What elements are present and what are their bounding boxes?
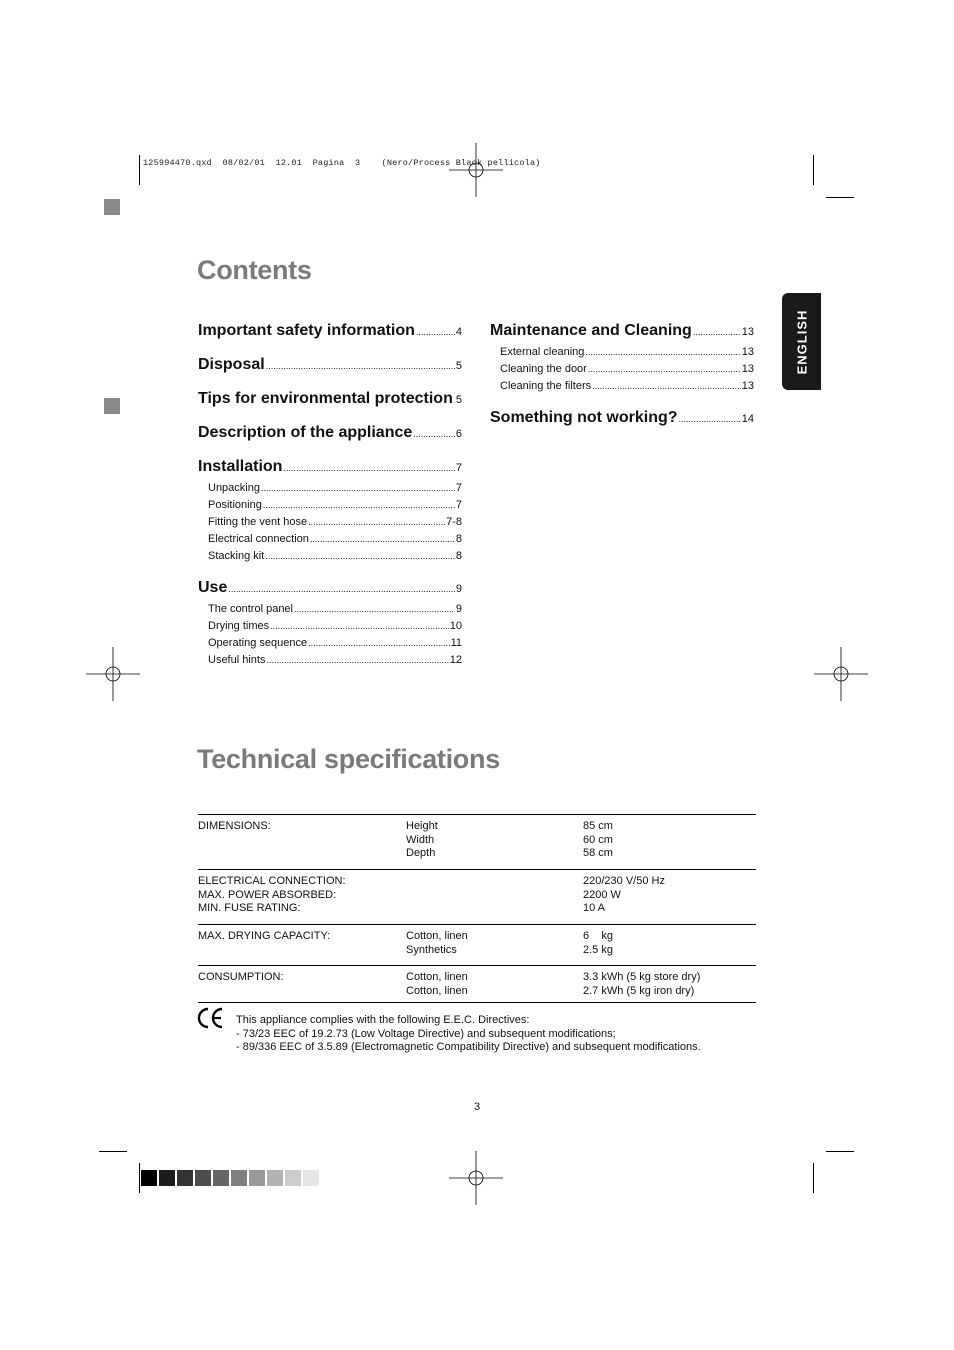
toc-leader-dots [266, 655, 448, 665]
tech-spec-cell [406, 930, 468, 957]
toc-right-column [490, 322, 754, 431]
tech-spec-value: MAX. POWER ABSORBED: [198, 888, 337, 901]
toc-subentry [198, 533, 462, 550]
tech-title: Technical specifications [197, 744, 500, 774]
toc-subentry-page: 11 [450, 637, 462, 649]
toc-leader-dots [283, 463, 454, 473]
tech-spec-value: 60 cm [583, 833, 613, 846]
page-number: 3 [473, 1101, 481, 1113]
toc-subentry [490, 363, 754, 380]
toc-leader-dots [413, 429, 455, 439]
registration-mark-icon [449, 143, 503, 197]
tech-spec-cell [198, 820, 271, 834]
toc-subentry-label: Fitting the vent hose [208, 516, 308, 528]
tech-spec-cell [406, 971, 468, 998]
toc-subentry [198, 620, 462, 637]
tech-spec-cell [583, 930, 613, 957]
toc-subentry-label: Stacking kit [208, 550, 265, 562]
tech-spec-value: 2200 W [583, 888, 621, 901]
registration-mark-icon [449, 1151, 503, 1205]
toc-leader-dots [310, 534, 455, 544]
toc-entry-page: 9 [455, 583, 462, 595]
toc-subentry-label: Electrical connection [208, 533, 309, 545]
toc-subentry-page: 7 [455, 482, 462, 494]
tech-spec-cell [406, 820, 438, 861]
tech-spec-cell [198, 930, 330, 944]
toc-leader-dots [308, 517, 445, 527]
toc-entry-label: Installation [198, 458, 283, 475]
color-swatch [267, 1170, 283, 1186]
toc-entry-page: 7 [455, 462, 462, 474]
toc-leader-dots [592, 381, 741, 391]
color-swatch [213, 1170, 229, 1186]
toc-subentry-label: Cleaning the filters [500, 380, 592, 392]
tech-spec-cell [583, 820, 613, 861]
tech-spec-value: Cotton, linen [406, 984, 468, 997]
tech-spec-value: Width [406, 833, 435, 846]
toc-leader-dots [266, 361, 455, 371]
toc-subentry [198, 654, 462, 671]
toc-subentry [490, 380, 754, 397]
color-calibration-bar [141, 1170, 319, 1186]
toc-subentry-label: The control panel [208, 603, 293, 615]
toc-left-column [198, 322, 462, 671]
toc-subentry-page: 13 [741, 363, 754, 375]
toc-entry [490, 409, 754, 431]
toc-entry-label: Maintenance and Cleaning [490, 322, 692, 339]
tech-spec-value: Cotton, linen [406, 971, 468, 983]
toc-subentry-page: 7-8 [446, 516, 462, 528]
toc-subentry-label: Operating sequence [208, 637, 308, 649]
toc-entry-page: 13 [741, 326, 754, 338]
toc-subentry-page: 8 [455, 533, 462, 545]
toc-entry-label: Important safety information [198, 322, 415, 339]
crop-mark [813, 1163, 814, 1193]
tech-spec-value: 10 A [583, 902, 606, 914]
color-swatch [285, 1170, 301, 1186]
toc-subentry-label: Unpacking [208, 482, 260, 494]
color-swatch [141, 1170, 157, 1186]
tech-spec-value: MAX. DRYING CAPACITY: [198, 930, 331, 942]
tech-spec-value: 2.5 kg [583, 943, 613, 956]
toc-leader-dots [308, 638, 450, 648]
toc-leader-dots [416, 327, 455, 337]
tech-spec-value: Cotton, linen [406, 930, 468, 942]
tech-spec-table [198, 814, 756, 1003]
toc-subentry [198, 550, 462, 567]
color-swatch [303, 1170, 319, 1186]
directive-text [236, 1014, 701, 1055]
gray-marker-square [104, 398, 120, 414]
color-swatch [177, 1170, 193, 1186]
toc-subentry [490, 346, 754, 363]
toc-leader-dots [454, 395, 455, 405]
tech-spec-cell [583, 971, 700, 998]
toc-subentry-label: Positioning [208, 499, 262, 511]
toc-subentry [198, 603, 462, 620]
tech-spec-cell [198, 971, 284, 985]
toc-entry [198, 424, 462, 446]
print-header: 125994470.qxd 08/02/01 12.01 Pagina 3 (Nero/Process Black pellicola) [143, 158, 541, 168]
toc-subentry [198, 499, 462, 516]
toc-leader-dots [265, 551, 455, 561]
directive-line: - 89/336 EEC of 3.5.89 (Electromagnetic Compatibility Directive) and subsequent modifications. [236, 1041, 701, 1053]
toc-leader-dots [679, 414, 741, 424]
tech-spec-value: CONSUMPTION: [198, 971, 284, 983]
toc-leader-dots [270, 621, 449, 631]
toc-subentry-label: Drying times [208, 620, 270, 632]
toc-entry [198, 579, 462, 601]
tech-spec-row [198, 924, 756, 965]
toc-leader-dots [294, 604, 455, 614]
crop-mark [826, 1151, 854, 1152]
toc-entry-page: 4 [455, 326, 462, 338]
toc-entry-label: Use [198, 579, 228, 596]
crop-mark [99, 1151, 127, 1152]
toc-entry-page: 5 [455, 394, 462, 406]
ce-mark-icon [197, 1006, 225, 1030]
toc-entry-page: 14 [741, 413, 754, 425]
gray-marker-square [104, 199, 120, 215]
toc-subentry-page: 10 [449, 620, 462, 632]
toc-entry [198, 356, 462, 378]
directive-line: This appliance complies with the following E.E.C. Directives: [236, 1014, 530, 1026]
crop-mark [813, 155, 814, 185]
registration-mark-icon [86, 647, 140, 701]
toc-leader-dots [263, 500, 455, 510]
color-swatch [195, 1170, 211, 1186]
crop-mark [826, 197, 854, 198]
language-tab-label: ENGLISH [794, 309, 809, 374]
tech-spec-value: 2.7 kWh (5 kg iron dry) [583, 984, 695, 997]
toc-entry-label: Disposal [198, 356, 265, 373]
tech-spec-value: 6 kg [583, 930, 613, 942]
toc-entry-label: Description of the appliance [198, 424, 413, 441]
tech-spec-value: DIMENSIONS: [198, 820, 271, 832]
toc-subentry-page: 7 [455, 499, 462, 511]
directive-line: - 73/23 EEC of 19.2.73 (Low Voltage Directive) and subsequent modifications; [236, 1027, 616, 1040]
color-swatch [159, 1170, 175, 1186]
tech-spec-row [198, 869, 756, 924]
toc-subentry-label: Useful hints [208, 654, 266, 666]
toc-subentry-page: 12 [449, 654, 462, 666]
tech-spec-value: Synthetics [406, 943, 457, 956]
toc-entry-label: Something not working? [490, 409, 678, 426]
toc-entry [198, 390, 462, 412]
tech-spec-cell [583, 875, 665, 916]
toc-leader-dots [693, 327, 741, 337]
tech-spec-value: Height [406, 820, 438, 832]
toc-subentry [198, 637, 462, 654]
contents-title: Contents [197, 255, 312, 285]
toc-subentry [198, 516, 462, 533]
color-swatch [231, 1170, 247, 1186]
tech-spec-value: 58 cm [583, 847, 613, 859]
toc-subentry-page: 13 [741, 346, 754, 358]
toc-subentry-label: Cleaning the door [500, 363, 587, 375]
registration-mark-icon [814, 647, 868, 701]
tech-spec-cell [198, 875, 346, 916]
toc-subentry-page: 8 [455, 550, 462, 562]
tech-spec-row [198, 814, 756, 869]
toc-leader-dots [588, 364, 741, 374]
tech-spec-value: 3.3 kWh (5 kg store dry) [583, 971, 701, 983]
toc-entry [198, 322, 462, 344]
toc-leader-dots [228, 584, 455, 594]
toc-leader-dots [585, 347, 740, 357]
tech-spec-value: 85 cm [583, 820, 613, 832]
tech-spec-value: ELECTRICAL CONNECTION: [198, 875, 346, 887]
toc-leader-dots [261, 483, 455, 493]
tech-spec-value: 220/230 V/50 Hz [583, 875, 665, 887]
toc-entry-label: Tips for environmental protection [198, 390, 453, 407]
toc-entry [198, 458, 462, 480]
toc-entry-page: 6 [455, 428, 462, 440]
color-swatch [249, 1170, 265, 1186]
toc-entry [490, 322, 754, 344]
toc-subentry-page: 13 [741, 380, 754, 392]
toc-entry-page: 5 [455, 360, 462, 372]
toc-subentry-page: 9 [455, 603, 462, 615]
crop-mark [139, 155, 140, 185]
toc-subentry-label: External cleaning [500, 346, 585, 358]
tech-spec-value: Depth [406, 847, 436, 859]
tech-spec-value: MIN. FUSE RATING: [198, 902, 301, 914]
language-tab [782, 293, 821, 390]
toc-subentry [198, 482, 462, 499]
crop-mark [139, 1163, 140, 1193]
tech-spec-row [198, 965, 756, 1003]
